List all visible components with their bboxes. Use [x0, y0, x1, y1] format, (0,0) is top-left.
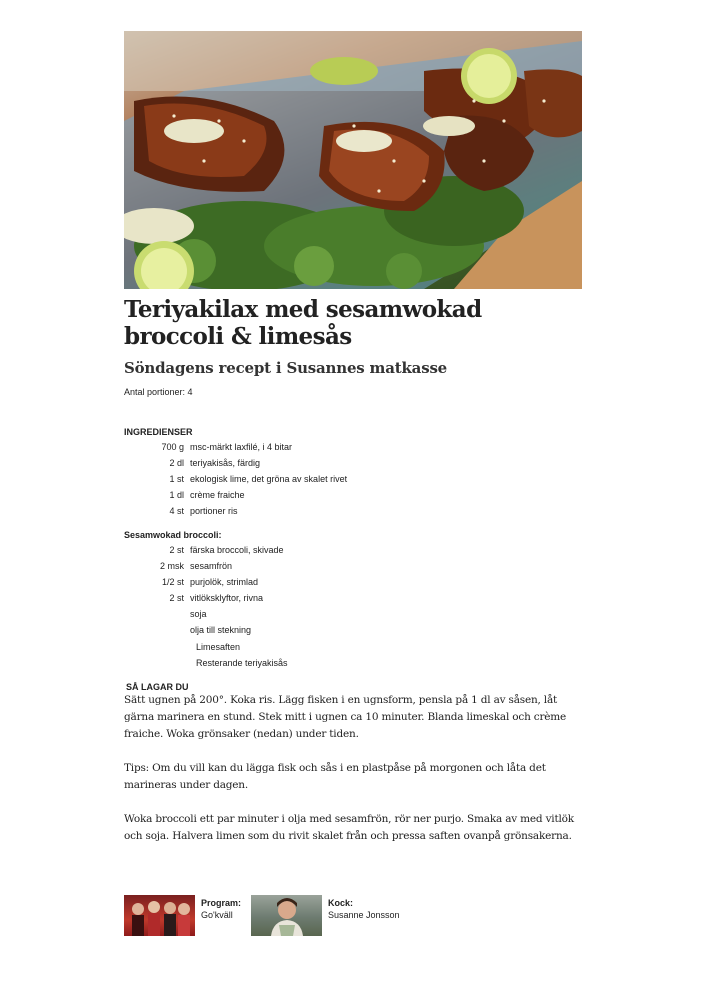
- ingredient-name: olja till stekning: [190, 625, 252, 635]
- extra-ingredient: Resterande teriyakisås: [196, 658, 288, 668]
- salmon-dish-illustration: [124, 31, 582, 289]
- recipe-title: Teriyakilax med sesamwokad broccoli & limesås: [124, 296, 482, 350]
- recipe-photo: [124, 31, 582, 289]
- ingredient-quantity: 2 dl: [169, 458, 184, 468]
- ingredient-row: [124, 542, 584, 558]
- chef-thumbnail[interactable]: [251, 895, 322, 936]
- ingredient-row: [124, 558, 584, 574]
- method-paragraph: Sätt ugnen på 200°. Koka ris. Lägg fisken i en ugnsform, pensla på 1 dl av såsen, låt gärna marinera en stund. Stek mitt i ugnen ca 10 minuter. Blanda limeskal och crème fraiche. Woka grönsaker (nedan) under tiden.: [124, 694, 567, 740]
- program-label: Program:: [201, 898, 242, 908]
- ingredient-name: ekologisk lime, det gröna av skalet rivet: [190, 474, 348, 484]
- chef-name[interactable]: Susanne Jonsson: [328, 910, 400, 920]
- ingredient-name: msc-märkt laxfilé, i 4 bitar: [190, 442, 293, 452]
- ingredient-quantity: 4 st: [169, 506, 184, 516]
- ingredient-row: [124, 503, 584, 519]
- method-paragraph: Woka broccoli ett par minuter i olja med sesamfrön, rör ner purjo. Smaka av med vitlök och soja. Halvera limen som du rivit skalet från och pressa saften ovanpå grönsakerna.: [124, 813, 574, 842]
- chef-portrait-image: [251, 895, 322, 936]
- ingredient-quantity: 2 msk: [159, 561, 184, 571]
- credits-row: [124, 895, 400, 936]
- ingredient-name: vitlöksklyftor, rivna: [190, 593, 264, 603]
- ingredient-name: portioner ris: [190, 506, 238, 516]
- ingredient-row: [124, 487, 584, 503]
- program-thumbnail[interactable]: [124, 895, 195, 936]
- program-credit[interactable]: [124, 895, 241, 936]
- ingredient-row: [124, 574, 584, 590]
- ingredient-name: färska broccoli, skivade: [190, 545, 284, 555]
- ingredient-quantity: 1 st: [169, 474, 184, 484]
- ingredient-quantity: [124, 606, 190, 622]
- ingredient-quantity: 1 dl: [169, 490, 184, 500]
- method-heading: SÅ LAGAR DU: [126, 682, 189, 692]
- ingredient-row: [124, 622, 584, 638]
- portions-count: Antal portioner: 4: [124, 387, 193, 397]
- ingredients-list: [124, 439, 584, 519]
- ingredient-row: [124, 439, 584, 455]
- chef-credit[interactable]: [251, 895, 400, 936]
- ingredient-row: [124, 471, 584, 487]
- ingredient-quantity: 2 st: [169, 545, 184, 555]
- program-text: [201, 897, 241, 921]
- extra-ingredient: Limesaften: [196, 642, 241, 652]
- ingredient-row: [124, 590, 584, 606]
- broccoli-heading: Sesamwokad broccoli:: [124, 530, 222, 540]
- method-body: [124, 692, 584, 845]
- ingredient-name: purjolök, strimlad: [190, 577, 259, 587]
- chef-text: [328, 897, 400, 921]
- ingredient-name: teriyakisås, färdig: [190, 458, 261, 468]
- broccoli-ingredients-list: [124, 542, 584, 671]
- ingredient-name: sesamfrön: [190, 561, 233, 571]
- program-name[interactable]: Go'kväll: [201, 910, 233, 920]
- program-hosts-image: [124, 895, 195, 936]
- ingredient-quantity: 1/2 st: [161, 577, 184, 587]
- ingredient-row: [124, 606, 584, 622]
- ingredient-row: [124, 455, 584, 471]
- ingredient-quantity: 700 g: [161, 442, 184, 452]
- ingredient-name: crème fraiche: [190, 490, 245, 500]
- recipe-page: [124, 31, 584, 845]
- chef-label: Kock:: [328, 898, 354, 908]
- ingredient-quantity: 2 st: [169, 593, 184, 603]
- ingredients-heading: INGREDIENSER: [124, 427, 193, 437]
- method-paragraph: Tips: Om du vill kan du lägga fisk och sås i en plastpåse på morgonen och låta det marineras under dagen.: [124, 762, 546, 791]
- recipe-subtitle: Söndagens recept i Susannes matkasse: [124, 359, 448, 377]
- ingredient-quantity: [124, 622, 190, 638]
- ingredient-name: soja: [190, 609, 207, 619]
